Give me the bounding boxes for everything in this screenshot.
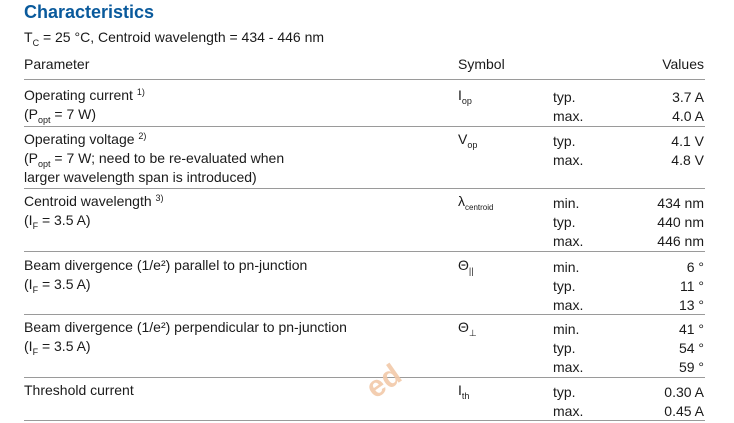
- qualifier: min.: [553, 259, 580, 275]
- header-values: Values: [662, 56, 704, 72]
- value: 0.45 A: [664, 403, 704, 419]
- value: 59 °: [678, 359, 704, 375]
- value: 41 °: [678, 321, 704, 337]
- temp-symbol: T: [24, 29, 33, 45]
- watermark: ed: [360, 357, 408, 406]
- parameter-condition-extra: larger wavelength span is introduced): [24, 169, 257, 185]
- footnote-ref: 2): [138, 131, 147, 141]
- qualifier: typ.: [553, 384, 576, 400]
- parameter-symbol: $I_{op}$: [458, 87, 472, 106]
- qualifier: max.: [553, 359, 584, 375]
- value: 13 °: [678, 297, 704, 313]
- parameter-name: Operating current $^{1)}$: [24, 87, 145, 103]
- value: 3.7 A: [672, 89, 704, 105]
- header-parameter: Parameter: [24, 56, 90, 72]
- qualifier: max.: [553, 108, 584, 124]
- value: 0.30 A: [664, 384, 704, 400]
- footnote-ref: 1): [136, 87, 145, 97]
- qualifier: min.: [553, 321, 580, 337]
- qualifier: max.: [553, 233, 584, 249]
- parameter-condition: ($I_F = 3.5$ A): [24, 276, 91, 295]
- divider: [24, 126, 705, 127]
- parameter-symbol: $V_{op}$: [458, 131, 478, 150]
- value: 4.1 V: [671, 133, 704, 149]
- parameter-name: Operating voltage $^{2)}$: [24, 131, 147, 147]
- divider: [24, 188, 705, 189]
- qualifier: max.: [553, 152, 584, 168]
- parameter-name: Centroid wavelength $^{3)}$: [24, 193, 164, 209]
- parameter-name: Beam divergence (1/e²) perpendicular to pn-junction: [24, 319, 347, 335]
- parameter-symbol: $\lambda_{centroid}$: [458, 193, 494, 212]
- divider: [24, 79, 705, 80]
- test-conditions: [24, 29, 325, 48]
- parameter-symbol: $I_{th}$: [458, 382, 470, 401]
- parameter-condition: ($P_{opt} = 7$ W; need to be re-evaluated when: [24, 150, 285, 169]
- temp-subscript: C: [32, 38, 40, 48]
- parameter-condition: ($I_F = 3.5$ A): [24, 338, 91, 357]
- qualifier: typ.: [553, 340, 576, 356]
- value: 11 °: [679, 278, 704, 294]
- divider: [24, 251, 705, 252]
- qualifier: typ.: [553, 278, 576, 294]
- qualifier: typ.: [553, 214, 576, 230]
- header-symbol: Symbol: [458, 56, 505, 72]
- qualifier: typ.: [553, 89, 576, 105]
- value: 434 nm: [657, 195, 704, 211]
- qualifier: max.: [553, 297, 584, 313]
- parameter-symbol: $\Theta_\perp$: [458, 319, 477, 338]
- value: 4.0 A: [672, 108, 704, 124]
- value: 4.8 V: [671, 152, 704, 168]
- parameter-condition: ($I_F = 3.5$ A): [24, 212, 91, 231]
- qualifier: min.: [553, 195, 580, 211]
- parameter-condition: ($P_{opt} = 7$ W): [24, 106, 97, 125]
- qualifier: max.: [553, 403, 584, 419]
- value: 446 nm: [657, 233, 704, 249]
- value: 54 °: [678, 340, 704, 356]
- value: 6 °: [686, 259, 704, 275]
- parameter-name: Beam divergence (1/e²) parallel to pn-junction: [24, 257, 308, 273]
- parameter-name: Threshold current: [24, 382, 134, 398]
- page-title: Characteristics: [24, 2, 155, 22]
- qualifier: typ.: [553, 133, 576, 149]
- parameter-symbol: $\Theta_{||}$: [458, 257, 474, 276]
- divider: [24, 314, 705, 315]
- divider: [24, 420, 705, 421]
- table-header: [0, 56, 734, 76]
- conditions-text: = 25 °C, Centroid wavelength = 434 - 446 nm: [39, 29, 325, 45]
- value: 440 nm: [657, 214, 704, 230]
- footnote-ref: 3): [155, 193, 164, 203]
